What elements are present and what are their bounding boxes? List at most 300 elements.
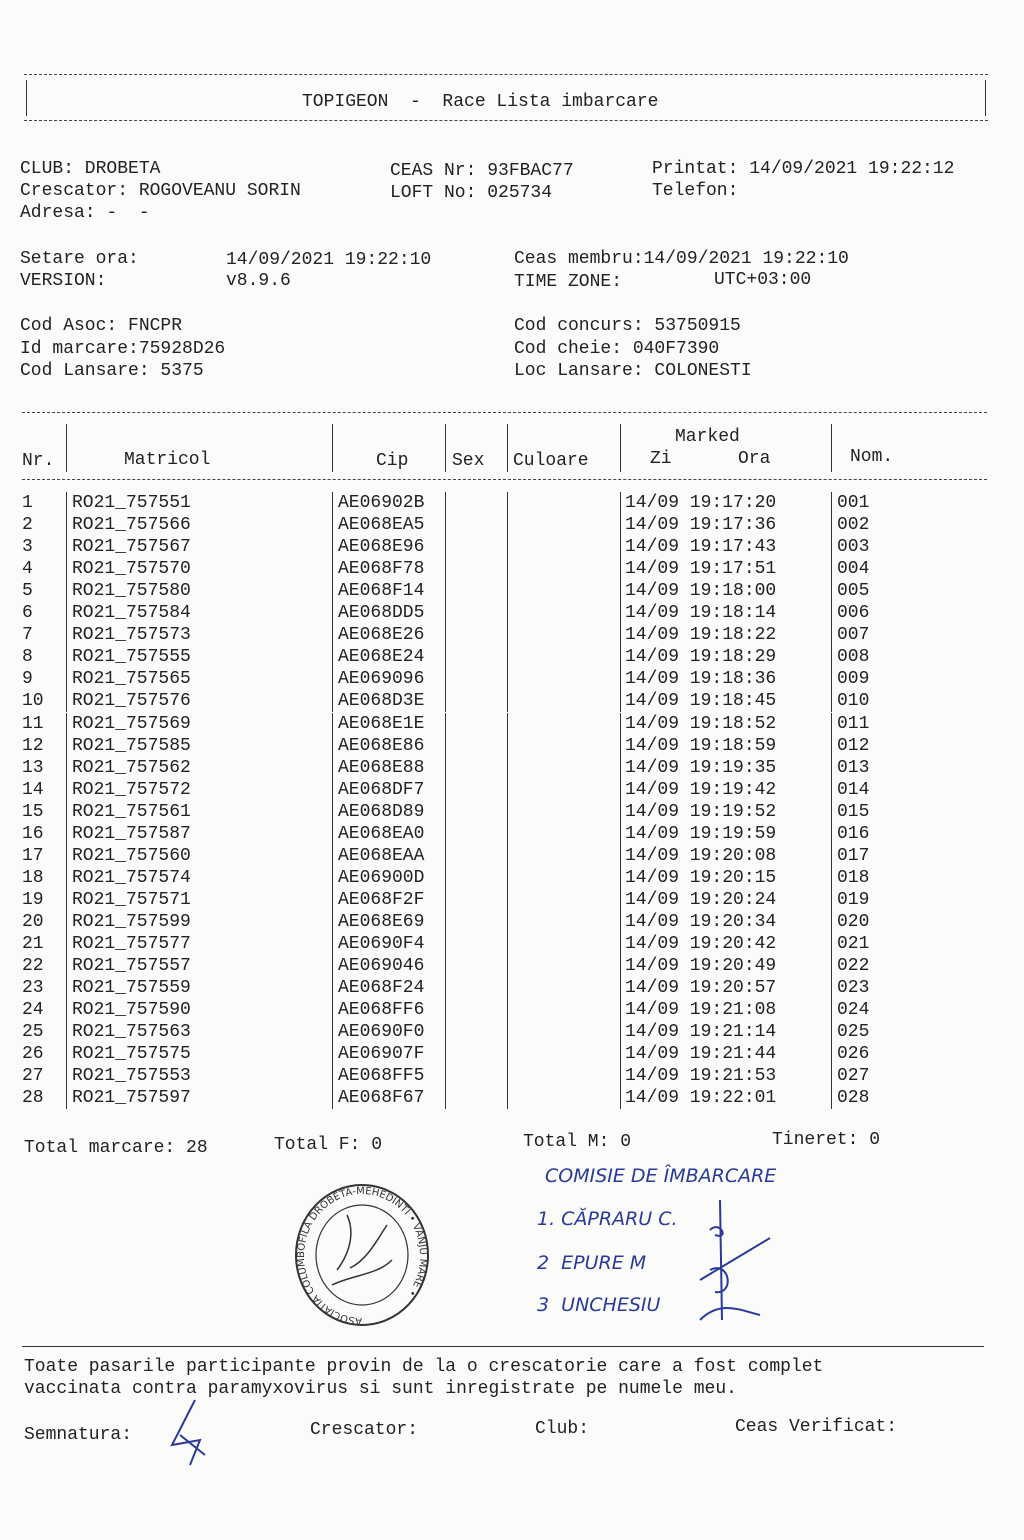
col-divider bbox=[66, 801, 67, 823]
col-divider bbox=[445, 911, 446, 933]
col-divider bbox=[831, 779, 832, 801]
table-row bbox=[0, 1021, 1024, 1043]
time-zone-label: TIME ZONE: bbox=[514, 272, 623, 292]
col-divider bbox=[445, 823, 446, 845]
cell-marked: 14/09 19:19:35 bbox=[625, 757, 777, 778]
cell-cip: AE068F2F bbox=[338, 889, 425, 910]
cell-nr: 8 bbox=[22, 647, 33, 668]
cell-matricol: RO21_757584 bbox=[72, 603, 191, 624]
col-divider bbox=[620, 911, 621, 933]
col-divider bbox=[445, 536, 446, 558]
col-divider bbox=[332, 1021, 333, 1043]
col-divider bbox=[831, 889, 832, 911]
cell-marked: 14/09 19:20:24 bbox=[625, 889, 777, 910]
cell-cip: AE068EA0 bbox=[338, 823, 425, 844]
cell-nom: 016 bbox=[837, 823, 870, 844]
cell-cip: AE068DF7 bbox=[338, 779, 425, 800]
cell-matricol: RO21_757563 bbox=[72, 1022, 191, 1043]
table-row bbox=[0, 889, 1024, 911]
col-divider bbox=[332, 424, 333, 472]
stamp-text: ASOCIATIA COLUMBOFILĂ DROBETA-MEHEDINTI • VÂNJU MARE • bbox=[295, 1185, 429, 1327]
table-row bbox=[0, 602, 1024, 624]
cell-nom: 017 bbox=[837, 845, 870, 866]
col-divider bbox=[66, 933, 67, 955]
table-row bbox=[0, 580, 1024, 602]
cell-nr: 11 bbox=[22, 713, 44, 734]
title-border-right bbox=[985, 80, 986, 116]
cell-nr: 19 bbox=[22, 889, 44, 910]
cell-nr: 21 bbox=[22, 934, 44, 954]
col-divider bbox=[445, 867, 446, 889]
cell-nom: 027 bbox=[837, 1066, 870, 1087]
table-row bbox=[0, 668, 1024, 690]
table-row bbox=[0, 933, 1024, 955]
col-divider bbox=[332, 735, 333, 757]
col-divider bbox=[66, 1087, 67, 1109]
col-divider bbox=[507, 624, 508, 646]
cell-matricol: RO21_757580 bbox=[72, 581, 191, 602]
cell-nom: 009 bbox=[837, 669, 870, 690]
col-divider bbox=[620, 955, 621, 977]
total-m: Total M: 0 bbox=[523, 1132, 632, 1152]
cell-marked: 14/09 19:18:22 bbox=[625, 625, 777, 646]
col-divider bbox=[66, 779, 67, 801]
cell-marked: 14/09 19:22:01 bbox=[625, 1088, 777, 1109]
cell-nom: 026 bbox=[837, 1044, 870, 1065]
col-divider bbox=[332, 602, 333, 624]
setare-ora-label: Setare ora: bbox=[20, 249, 139, 269]
cell-marked: 14/09 19:20:42 bbox=[625, 934, 777, 954]
cell-marked: 14/09 19:18:36 bbox=[625, 669, 777, 690]
cell-cip: AE068F78 bbox=[338, 559, 425, 580]
cell-nom: 005 bbox=[837, 581, 870, 602]
col-divider bbox=[66, 999, 67, 1021]
cell-marked: 14/09 19:21:08 bbox=[625, 1000, 777, 1021]
col-divider bbox=[507, 999, 508, 1021]
cell-nom: 001 bbox=[837, 493, 870, 513]
col-divider bbox=[507, 889, 508, 911]
col-divider bbox=[66, 668, 67, 690]
col-divider bbox=[507, 1021, 508, 1043]
cell-nom: 015 bbox=[837, 801, 870, 822]
col-divider bbox=[620, 933, 621, 955]
cell-cip: AE068D89 bbox=[338, 801, 425, 822]
cell-cip: AE068F67 bbox=[338, 1088, 425, 1109]
cell-nr: 28 bbox=[22, 1088, 44, 1109]
table-row bbox=[0, 690, 1024, 712]
col-divider bbox=[831, 999, 832, 1021]
col-divider bbox=[507, 823, 508, 845]
commission-signatures bbox=[680, 1200, 790, 1340]
cell-matricol: RO21_757599 bbox=[72, 911, 191, 932]
col-divider bbox=[831, 933, 832, 955]
header-nom: Nom. bbox=[850, 447, 894, 467]
col-divider bbox=[620, 424, 621, 472]
col-divider bbox=[620, 823, 621, 845]
cod-concurs: Cod concurs: 53750915 bbox=[514, 316, 741, 336]
col-divider bbox=[332, 911, 333, 933]
table-header-rule bbox=[22, 479, 987, 480]
cell-cip: AE068E69 bbox=[338, 911, 425, 932]
col-divider bbox=[620, 889, 621, 911]
cell-cip: AE06902B bbox=[338, 493, 425, 513]
version: v8.9.6 bbox=[226, 271, 291, 291]
adresa: Adresa: - - bbox=[20, 203, 150, 223]
cell-matricol: RO21_757573 bbox=[72, 625, 191, 646]
col-divider bbox=[831, 602, 832, 624]
col-divider bbox=[332, 713, 333, 735]
cell-nom: 003 bbox=[837, 537, 870, 558]
col-divider bbox=[332, 514, 333, 536]
cell-nom: 023 bbox=[837, 978, 870, 999]
table-row bbox=[0, 646, 1024, 668]
cell-nom: 020 bbox=[837, 911, 870, 932]
col-divider bbox=[445, 933, 446, 955]
col-divider bbox=[445, 514, 446, 536]
cell-cip: AE068E86 bbox=[338, 735, 425, 756]
col-divider bbox=[507, 602, 508, 624]
col-divider bbox=[620, 713, 621, 735]
col-divider bbox=[332, 933, 333, 955]
cell-nr: 1 bbox=[22, 493, 33, 513]
table-row bbox=[0, 1065, 1024, 1087]
col-divider bbox=[445, 668, 446, 690]
cell-nr: 4 bbox=[22, 559, 33, 580]
dove-icon bbox=[332, 1215, 392, 1285]
col-divider bbox=[507, 492, 508, 514]
cell-marked: 14/09 19:17:51 bbox=[625, 559, 777, 580]
cell-cip: AE068EA5 bbox=[338, 515, 425, 536]
col-divider bbox=[620, 602, 621, 624]
col-divider bbox=[620, 646, 621, 668]
col-divider bbox=[332, 823, 333, 845]
table-row bbox=[0, 779, 1024, 801]
col-divider bbox=[620, 735, 621, 757]
footer-rule bbox=[22, 1346, 984, 1347]
cell-matricol: RO21_757562 bbox=[72, 757, 191, 778]
col-divider bbox=[831, 1043, 832, 1065]
col-divider bbox=[66, 624, 67, 646]
cell-cip: AE068DD5 bbox=[338, 603, 425, 624]
col-divider bbox=[507, 668, 508, 690]
col-divider bbox=[507, 424, 508, 472]
col-divider bbox=[831, 867, 832, 889]
cell-cip: AE068E1E bbox=[338, 713, 425, 734]
commission-member-1: 1. CĂPRARU C. bbox=[537, 1208, 678, 1230]
cell-marked: 14/09 19:18:59 bbox=[625, 735, 777, 756]
header-sex: Sex bbox=[452, 451, 485, 471]
col-divider bbox=[620, 1043, 621, 1065]
cell-cip: AE0690F4 bbox=[338, 934, 425, 954]
col-divider bbox=[66, 735, 67, 757]
cell-matricol: RO21_757571 bbox=[72, 889, 191, 910]
col-divider bbox=[620, 668, 621, 690]
col-divider bbox=[332, 1043, 333, 1065]
col-divider bbox=[445, 580, 446, 602]
title-border-top bbox=[24, 74, 988, 75]
cell-nr: 6 bbox=[22, 603, 33, 624]
col-divider bbox=[332, 580, 333, 602]
col-divider bbox=[507, 801, 508, 823]
cell-marked: 14/09 19:20:34 bbox=[625, 911, 777, 932]
cell-nr: 5 bbox=[22, 581, 33, 602]
col-divider bbox=[507, 1065, 508, 1087]
commission-title: COMISIE DE ÎMBARCARE bbox=[545, 1165, 777, 1187]
col-divider bbox=[66, 1065, 67, 1087]
col-divider bbox=[445, 690, 446, 712]
col-divider bbox=[66, 845, 67, 867]
col-divider bbox=[332, 558, 333, 580]
cell-nom: 024 bbox=[837, 1000, 870, 1021]
cell-marked: 14/09 19:17:36 bbox=[625, 515, 777, 536]
breeder-signature bbox=[160, 1395, 220, 1475]
col-divider bbox=[831, 757, 832, 779]
cell-cip: AE069096 bbox=[338, 669, 425, 690]
col-divider bbox=[620, 845, 621, 867]
loc-lansare: Loc Lansare: COLONESTI bbox=[514, 361, 752, 381]
cell-matricol: RO21_757587 bbox=[72, 823, 191, 844]
cell-nom: 022 bbox=[837, 956, 870, 977]
table-row bbox=[0, 757, 1024, 779]
col-divider bbox=[507, 977, 508, 999]
table-row bbox=[0, 845, 1024, 867]
cell-nr: 2 bbox=[22, 515, 33, 536]
col-divider bbox=[507, 690, 508, 712]
cell-nr: 9 bbox=[22, 669, 33, 690]
col-divider bbox=[332, 492, 333, 514]
col-divider bbox=[831, 690, 832, 712]
col-divider bbox=[445, 999, 446, 1021]
col-divider bbox=[507, 911, 508, 933]
setare-ora: 14/09/2021 19:22:10 bbox=[226, 250, 432, 270]
cell-cip: AE06907F bbox=[338, 1044, 425, 1065]
title-border-left bbox=[26, 80, 27, 116]
cell-nr: 22 bbox=[22, 956, 44, 977]
col-divider bbox=[831, 845, 832, 867]
col-divider bbox=[332, 757, 333, 779]
col-divider bbox=[620, 558, 621, 580]
cell-marked: 14/09 19:17:20 bbox=[625, 493, 777, 513]
col-divider bbox=[332, 624, 333, 646]
table-row bbox=[0, 823, 1024, 845]
loft-no: LOFT No: 025734 bbox=[390, 183, 553, 203]
col-divider bbox=[831, 955, 832, 977]
col-divider bbox=[66, 1021, 67, 1043]
col-divider bbox=[66, 492, 67, 514]
cell-matricol: RO21_757560 bbox=[72, 845, 191, 866]
cell-cip: AE068F24 bbox=[338, 978, 425, 999]
col-divider bbox=[445, 602, 446, 624]
cell-marked: 14/09 19:19:42 bbox=[625, 779, 777, 800]
col-divider bbox=[620, 801, 621, 823]
cell-nom: 011 bbox=[837, 713, 870, 734]
col-divider bbox=[66, 823, 67, 845]
cell-nom: 008 bbox=[837, 647, 870, 668]
col-divider bbox=[831, 977, 832, 999]
cell-nr: 18 bbox=[22, 867, 44, 888]
printat: Printat: 14/09/2021 19:22:12 bbox=[652, 159, 955, 179]
cell-cip: AE068D3E bbox=[338, 691, 425, 712]
crescator: Crescator: ROGOVEANU SORIN bbox=[20, 181, 301, 201]
cell-matricol: RO21_757565 bbox=[72, 669, 191, 690]
col-divider bbox=[332, 536, 333, 558]
col-divider bbox=[332, 955, 333, 977]
telefon: Telefon: bbox=[652, 181, 739, 201]
header-ora: Ora bbox=[738, 449, 771, 469]
cell-nom: 012 bbox=[837, 735, 870, 756]
col-divider bbox=[507, 1087, 508, 1109]
cell-marked: 14/09 19:21:14 bbox=[625, 1022, 777, 1043]
col-divider bbox=[831, 1087, 832, 1109]
col-divider bbox=[66, 646, 67, 668]
table-row bbox=[0, 558, 1024, 580]
col-divider bbox=[831, 911, 832, 933]
col-divider bbox=[66, 955, 67, 977]
col-divider bbox=[66, 911, 67, 933]
col-divider bbox=[332, 889, 333, 911]
cell-marked: 14/09 19:20:08 bbox=[625, 845, 777, 866]
cell-cip: AE068FF5 bbox=[338, 1066, 425, 1087]
id-marcare: Id marcare:75928D26 bbox=[20, 339, 226, 359]
col-divider bbox=[831, 580, 832, 602]
col-divider bbox=[332, 845, 333, 867]
cell-nr: 17 bbox=[22, 845, 44, 866]
cell-nr: 14 bbox=[22, 779, 44, 800]
table-row bbox=[0, 999, 1024, 1021]
cell-nom: 019 bbox=[837, 889, 870, 910]
ceas-nr: CEAS Nr: 93FBAC77 bbox=[390, 161, 574, 181]
cod-asoc: Cod Asoc: FNCPR bbox=[20, 316, 183, 336]
col-divider bbox=[831, 1021, 832, 1043]
col-divider bbox=[332, 1087, 333, 1109]
cell-nr: 10 bbox=[22, 691, 44, 712]
col-divider bbox=[507, 514, 508, 536]
cell-matricol: RO21_757570 bbox=[72, 559, 191, 580]
cell-matricol: RO21_757572 bbox=[72, 779, 191, 800]
ceas-membru: Ceas membru:14/09/2021 19:22:10 bbox=[514, 249, 849, 269]
col-divider bbox=[831, 492, 832, 514]
cell-marked: 14/09 19:20:15 bbox=[625, 867, 777, 888]
cell-nr: 27 bbox=[22, 1066, 44, 1087]
col-divider bbox=[507, 713, 508, 735]
col-divider bbox=[831, 823, 832, 845]
col-divider bbox=[620, 690, 621, 712]
col-divider bbox=[66, 690, 67, 712]
cell-nr: 25 bbox=[22, 1022, 44, 1043]
cell-matricol: RO21_757569 bbox=[72, 713, 191, 734]
total-marcare: Total marcare: 28 bbox=[24, 1138, 208, 1158]
col-divider bbox=[831, 801, 832, 823]
table-row bbox=[0, 624, 1024, 646]
col-divider bbox=[445, 1021, 446, 1043]
col-divider bbox=[445, 624, 446, 646]
ceas-verificat-label: Ceas Verificat: bbox=[735, 1417, 898, 1437]
cell-nr: 13 bbox=[22, 757, 44, 778]
cell-cip: AE068EAA bbox=[338, 845, 425, 866]
col-divider bbox=[831, 558, 832, 580]
statement-line-1: Toate pasarile participante provin de la o crescatorie care a fost complet bbox=[24, 1357, 824, 1377]
col-divider bbox=[445, 779, 446, 801]
col-divider bbox=[445, 558, 446, 580]
col-divider bbox=[507, 1043, 508, 1065]
col-divider bbox=[620, 1087, 621, 1109]
cell-cip: AE06900D bbox=[338, 867, 425, 888]
cell-marked: 14/09 19:19:52 bbox=[625, 801, 777, 822]
cell-matricol: RO21_757561 bbox=[72, 801, 191, 822]
cell-cip: AE0690F0 bbox=[338, 1022, 425, 1043]
col-divider bbox=[620, 1065, 621, 1087]
cell-matricol: RO21_757575 bbox=[72, 1044, 191, 1065]
table-top-rule bbox=[22, 412, 987, 413]
col-divider bbox=[445, 1065, 446, 1087]
commission-member-2: 2 EPURE M bbox=[537, 1252, 647, 1274]
col-divider bbox=[332, 977, 333, 999]
table-row bbox=[0, 1043, 1024, 1065]
col-divider bbox=[831, 646, 832, 668]
cell-matricol: RO21_757577 bbox=[72, 934, 191, 954]
col-divider bbox=[445, 1087, 446, 1109]
col-divider bbox=[507, 757, 508, 779]
cell-matricol: RO21_757566 bbox=[72, 515, 191, 536]
col-divider bbox=[507, 580, 508, 602]
cell-marked: 14/09 19:18:14 bbox=[625, 603, 777, 624]
cell-nr: 24 bbox=[22, 1000, 44, 1021]
col-divider bbox=[332, 1065, 333, 1087]
col-divider bbox=[66, 514, 67, 536]
cell-nom: 007 bbox=[837, 625, 870, 646]
col-divider bbox=[66, 867, 67, 889]
cell-nom: 028 bbox=[837, 1088, 870, 1109]
col-divider bbox=[332, 867, 333, 889]
cell-nom: 010 bbox=[837, 691, 870, 712]
crescator-label: Crescator: bbox=[310, 1420, 419, 1440]
col-divider bbox=[66, 558, 67, 580]
total-f: Total F: 0 bbox=[274, 1135, 383, 1155]
cell-nom: 018 bbox=[837, 867, 870, 888]
statement-line-2: vaccinata contra paramyxovirus si sunt inregistrate pe numele meu. bbox=[24, 1379, 737, 1399]
cell-marked: 14/09 19:18:29 bbox=[625, 647, 777, 668]
cell-marked: 14/09 19:19:59 bbox=[625, 823, 777, 844]
col-divider bbox=[66, 536, 67, 558]
col-divider bbox=[831, 735, 832, 757]
col-divider bbox=[620, 977, 621, 999]
col-divider bbox=[620, 536, 621, 558]
col-divider bbox=[66, 977, 67, 999]
col-divider bbox=[66, 580, 67, 602]
col-divider bbox=[445, 646, 446, 668]
cell-marked: 14/09 19:20:57 bbox=[625, 978, 777, 999]
cell-nr: 15 bbox=[22, 801, 44, 822]
cell-marked: 14/09 19:21:44 bbox=[625, 1044, 777, 1065]
cell-nom: 021 bbox=[837, 934, 870, 954]
col-divider bbox=[831, 424, 832, 472]
cell-matricol: RO21_757555 bbox=[72, 647, 191, 668]
col-divider bbox=[620, 492, 621, 514]
table-row bbox=[0, 1087, 1024, 1109]
col-divider bbox=[831, 668, 832, 690]
cell-nr: 3 bbox=[22, 537, 33, 558]
col-divider bbox=[620, 514, 621, 536]
cell-marked: 14/09 19:18:00 bbox=[625, 581, 777, 602]
col-divider bbox=[66, 757, 67, 779]
tineret: Tineret: 0 bbox=[772, 1130, 881, 1150]
header-cip: Cip bbox=[376, 451, 409, 471]
col-divider bbox=[332, 801, 333, 823]
col-divider bbox=[445, 801, 446, 823]
col-divider bbox=[620, 779, 621, 801]
cell-matricol: RO21_757557 bbox=[72, 956, 191, 977]
cell-cip: AE068F14 bbox=[338, 581, 425, 602]
